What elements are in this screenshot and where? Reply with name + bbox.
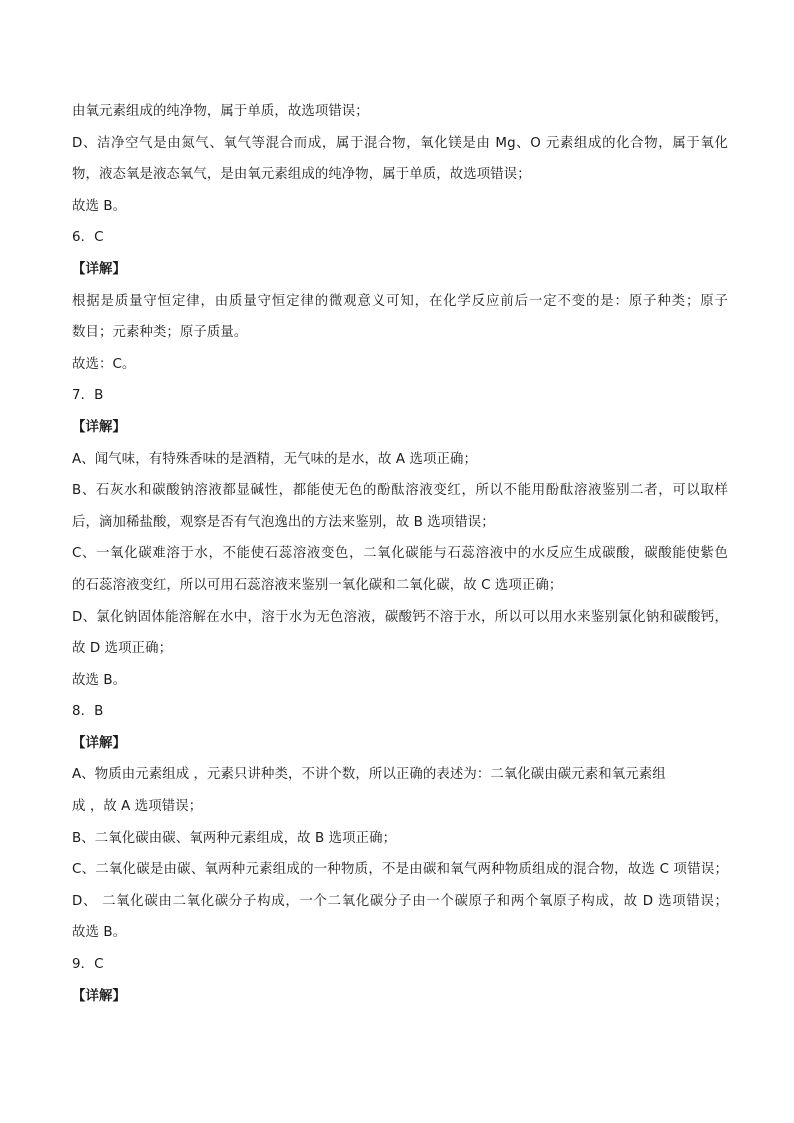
text-line: A、物质由元素组成 ，元素只讲种类，不讲个数，所以正确的表述为：二氧化碳由碳元素和氧元素组 [72, 767, 666, 783]
text-line: D、 二氧化碳由二氧化碳分子构成，一个二氧化碳分子由一个碳原子和两个氧原子构成，故 D 选项错误； [72, 893, 728, 909]
detail-heading: 【详解】 [72, 735, 126, 751]
text-line: 故 D 选项正确； [72, 641, 173, 657]
detail-heading: 【详解】 [72, 261, 126, 277]
text-line: B、二氧化碳由碳、氧两种元素组成，故 B 选项正确； [72, 830, 397, 846]
text-line: 成 ，故 A 选项错误； [72, 799, 203, 815]
text-line: D、洁净空气是由氮气、氧气等混合而成，属于混合物，氧化镁是由 Mg、O 元素组成的化合物，属于氧化 [72, 135, 728, 151]
text-line: B、石灰水和碳酸钠溶液都显碱性，都能使无色的酚酞溶液变红，所以不能用酚酞溶液鉴别二者，可以取样 [72, 483, 728, 499]
text-line: 物，液态氧是液态氧气，是由氧元素组成的纯净物，属于单质，故选项错误； [72, 167, 531, 183]
question-number: 8．B [72, 704, 104, 720]
text-line: 根据是质量守恒定律，由质量守恒定律的微观意义可知，在化学反应前后一定不变的是：原子种类；原子 [72, 293, 728, 309]
question-number: 6．C [72, 230, 104, 246]
answer-conclusion: 故选：C。 [72, 356, 136, 372]
answer-conclusion: 故选 B。 [72, 198, 127, 214]
answer-conclusion: 故选 B。 [72, 925, 127, 941]
question-number: 9．C [72, 957, 104, 973]
text-line: D、氯化钠固体能溶解在水中，溶于水为无色溶液，碳酸钙不溶于水，所以可以用水来鉴别氯化钠和碳酸钙， [72, 609, 728, 625]
text-line: 由氧元素组成的纯净物，属于单质，故选项错误； [72, 104, 369, 119]
text-line: A、闻气味，有特殊香味的是酒精，无气味的是水，故 A 选项正确； [72, 451, 477, 467]
text-line: C、一氧化碳难溶于水，不能使石蕊溶液变色，二氧化碳能与石蕊溶液中的水反应生成碳酸，碳酸能使紫色 [72, 546, 728, 562]
question-number: 7．B [72, 388, 104, 404]
text-line: 数目；元素种类；原子质量。 [72, 325, 248, 341]
detail-heading: 【详解】 [72, 419, 126, 435]
text-line: 的石蕊溶液变红，所以可用石蕊溶液来鉴别一氧化碳和二氧化碳，故 C 选项正确； [72, 577, 563, 593]
text-line: C、二氧化碳是由碳、氧两种元素组成的一种物质，不是由碳和氧气两种物质组成的混合物，故选 C 项错误； [72, 862, 728, 878]
text-line: 后，滴加稀盐酸，观察是否有气泡逸出的方法来鉴别，故 B 选项错误； [72, 514, 495, 530]
detail-heading: 【详解】 [72, 988, 126, 1004]
answer-conclusion: 故选 B。 [72, 672, 127, 688]
document-page [72, 96, 728, 1012]
